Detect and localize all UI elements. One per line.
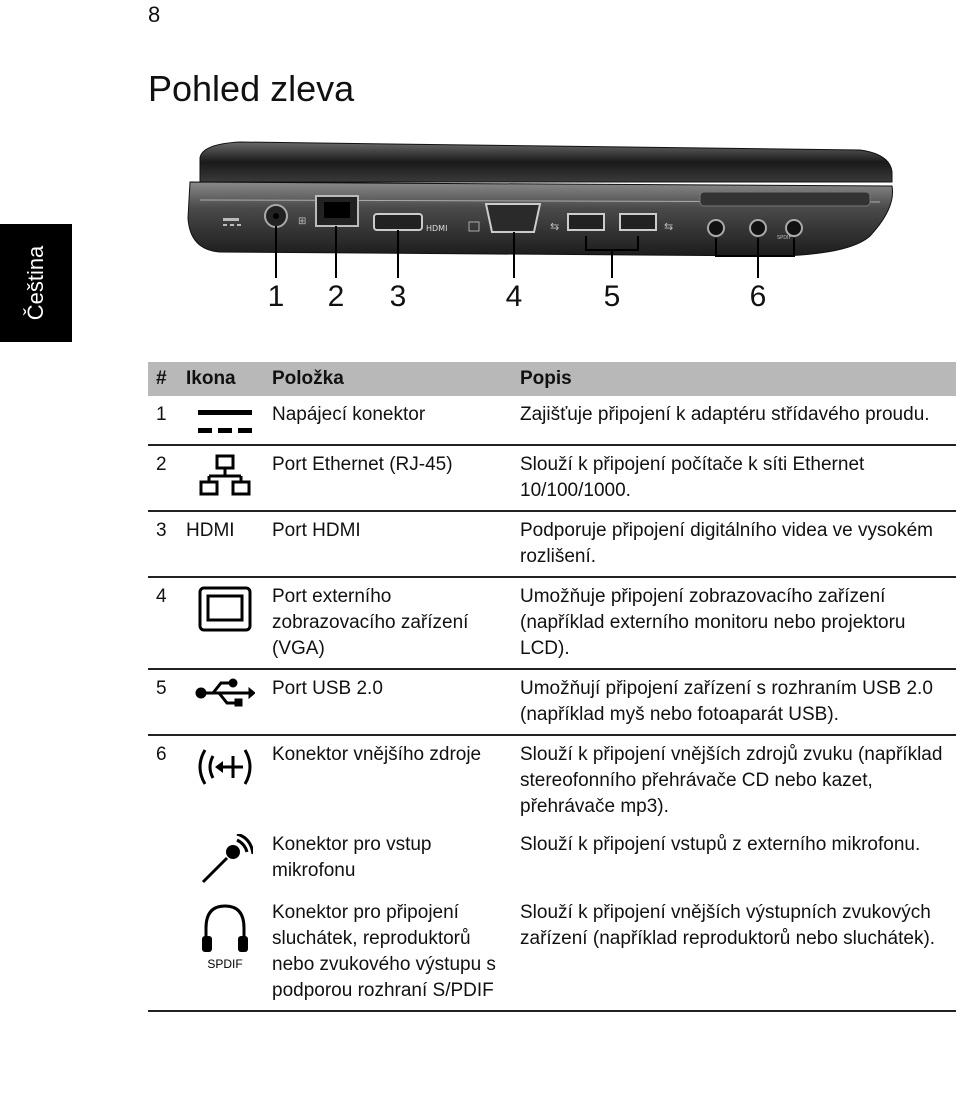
row-description: Zajišťuje připojení k adaptéru střídavého proudu.: [520, 404, 930, 425]
callout-6: 6: [749, 280, 767, 313]
usb-icon: [195, 678, 255, 708]
table-row: [148, 445, 956, 511]
row-number: [148, 826, 178, 894]
row-number: 6: [148, 735, 178, 826]
language-tab-label: Čeština: [23, 245, 48, 321]
row-number: 5: [148, 669, 178, 735]
row-item: Konektor pro připojení sluchátek, reproduktorů nebo zvukového výstupu s podporou rozhraní S/PDIF: [264, 894, 512, 1011]
ports-table: [148, 362, 956, 1012]
header-item: Položka: [264, 362, 512, 396]
table-row: [148, 396, 956, 445]
ethernet-icon: [199, 454, 251, 498]
row-number: [148, 894, 178, 1011]
page-title: Pohled zleva: [148, 68, 355, 109]
row-description: Umožňují připojení zařízení s rozhraním USB 2.0 (například myš nebo fotoaparát USB).: [512, 669, 956, 735]
row-number: 2: [148, 445, 178, 511]
row-description: Slouží k připojení vnějších zdrojů zvuku (například stereofonního přehrávače CD nebo kazet, přehrávače mp3).: [512, 735, 956, 826]
table-row: [148, 511, 956, 577]
row-description: Slouží k připojení vnějších výstupních zvukových zařízení (například reproduktorů nebo sluchátek).: [512, 894, 956, 1011]
spdif-port-label: SPDIF: [777, 235, 792, 241]
header-number: #: [148, 362, 178, 396]
table-row: [148, 577, 956, 669]
svg-text:⇆: ⇆: [550, 220, 560, 233]
vga-monitor-icon: [198, 586, 252, 632]
callout-2: 2: [327, 280, 345, 313]
row-item: Port HDMI: [264, 511, 512, 577]
table-row: [148, 669, 956, 735]
laptop-left-side-illustration: [180, 138, 900, 328]
row-item: Port USB 2.0: [264, 669, 512, 735]
row-item: Konektor pro vstup mikrofonu: [272, 834, 432, 881]
headphones-spdif-icon: [198, 902, 252, 972]
row-item: Konektor vnějšího zdroje: [264, 735, 512, 826]
header-icon: Ikona: [178, 362, 264, 396]
svg-text:⇆: ⇆: [664, 220, 674, 233]
callout-5: 5: [603, 280, 621, 313]
spdif-icon-label: SPDIF: [207, 957, 243, 971]
row-description: Slouží k připojení vstupů z externího mikrofonu.: [520, 834, 921, 855]
hdmi-icon-text: HDMI: [178, 511, 264, 577]
line-in-icon: [195, 744, 255, 790]
dc-power-icon: [198, 404, 252, 438]
page-number: 8: [148, 2, 161, 27]
row-item: Napájecí konektor: [272, 404, 426, 425]
row-number: 1: [156, 404, 167, 425]
table-row: [148, 894, 956, 1011]
table-row: [148, 826, 956, 894]
callout-3: 3: [389, 280, 407, 313]
row-description: Umožňuje připojení zobrazovacího zařízení (například externího monitoru nebo projektoru LCD).: [512, 577, 956, 669]
table-header-row: [148, 362, 956, 396]
table-row: [148, 735, 956, 826]
row-number: 4: [148, 577, 178, 669]
hdmi-port-label: HDMI: [426, 224, 448, 233]
row-description: Podporuje připojení digitálního videa ve vysokém rozlišení.: [512, 511, 956, 577]
row-description: Slouží k připojení počítače k síti Ethernet 10/100/1000.: [512, 445, 956, 511]
header-description: Popis: [512, 362, 956, 396]
language-tab: [0, 224, 72, 342]
row-item: Port externího zobrazovacího zařízení (VGA): [264, 577, 512, 669]
microphone-icon: [197, 834, 253, 888]
svg-text:⊞: ⊞: [298, 216, 307, 227]
row-number: 3: [148, 511, 178, 577]
callout-1: 1: [267, 280, 285, 313]
callout-4: 4: [505, 280, 523, 313]
row-item: Port Ethernet (RJ-45): [264, 445, 512, 511]
